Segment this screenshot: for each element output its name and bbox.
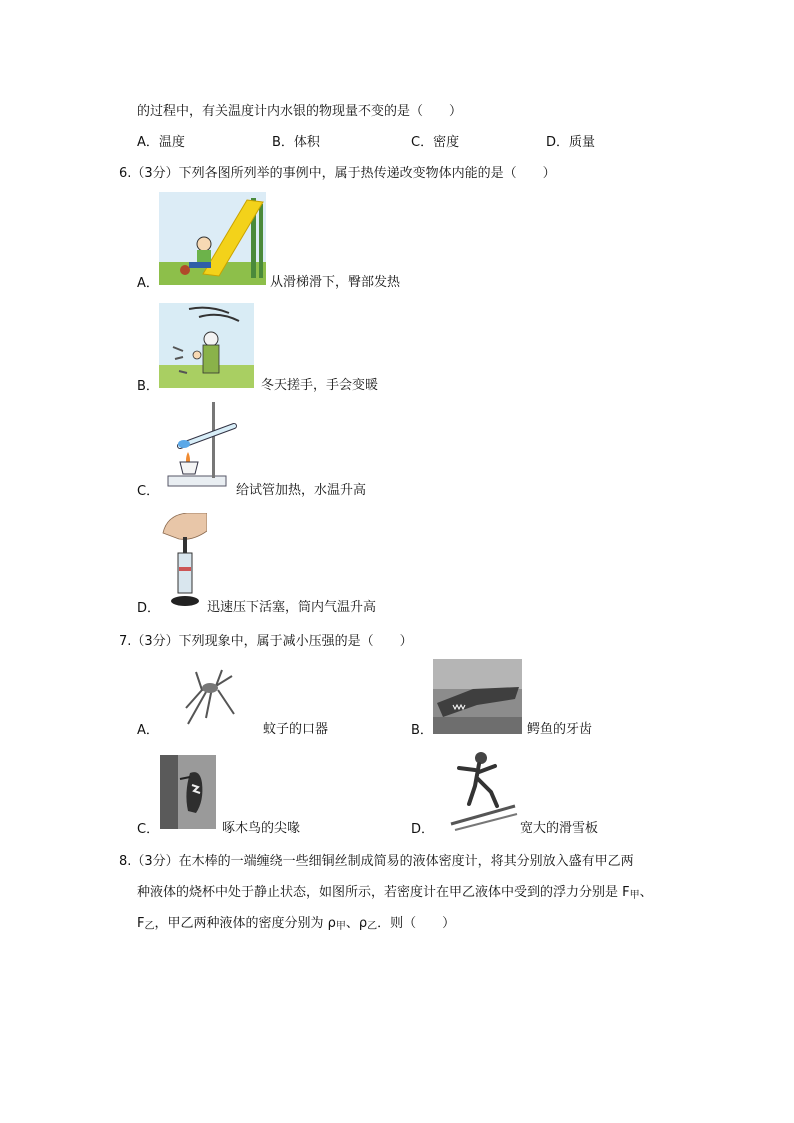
q6-option-b: B． xyxy=(137,379,159,394)
q7-option-c: C． xyxy=(137,822,160,837)
piston-pump-illustration xyxy=(157,513,207,611)
q7-option-b: B． xyxy=(411,723,433,738)
q6-option-b-text: 冬天搓手，手会变暖 xyxy=(261,378,379,393)
q8-line-2: 种液体的烧杯中处于静止状态，如图所示，若密度计在甲乙液体中受到的浮力分别是 $F_甲$、 xyxy=(137,885,653,901)
q7-option-d: D． xyxy=(411,822,435,837)
q7-option-a-text: 蚊子的口器 xyxy=(263,722,329,737)
q7-stem: 7.（3分）下列现象中，属于减小压强的是（ ） xyxy=(119,634,413,649)
skier-photo xyxy=(445,748,519,834)
q5-stem-tail: 的过程中，有关温度计内水银的物现量不变的是（ ） xyxy=(137,104,463,119)
q8-line-1: 8.（3分）在木棒的一端缠绕一些细铜丝制成简易的液体密度计，将其分别放入盛有甲乙两 xyxy=(119,854,634,869)
subscript-jia: 甲 xyxy=(629,890,640,901)
slide-illustration xyxy=(159,192,266,285)
woodpecker-photo xyxy=(160,755,216,829)
mosquito-photo xyxy=(176,668,248,726)
q6-option-a: A． xyxy=(137,276,159,291)
q8-line-3: $F_乙$，甲乙两种液体的密度分别为 $\rho_甲$、$\rho_乙$．则（ ） xyxy=(137,916,456,932)
q7-option-d-text: 宽大的滑雪板 xyxy=(520,821,599,836)
q7-option-a: A． xyxy=(137,723,159,738)
q5-option-d: D．质量 xyxy=(546,135,596,150)
q6-option-d-text: 迅速压下活塞，筒内气温升高 xyxy=(207,600,377,615)
q6-option-c-text: 给试管加热，水温升高 xyxy=(236,483,367,498)
q5-option-c: C．密度 xyxy=(411,135,460,150)
q7-option-c-text: 啄木鸟的尖喙 xyxy=(222,821,301,836)
q6-option-d: D． xyxy=(137,601,161,616)
crocodile-photo xyxy=(433,659,522,734)
q5-option-b: B．体积 xyxy=(272,135,320,150)
test-tube-heating-illustration xyxy=(166,400,238,494)
q6-option-a-text: 从滑梯滑下，臀部发热 xyxy=(270,275,401,290)
q5-option-a: A．温度 xyxy=(137,135,185,150)
rubbing-hands-illustration xyxy=(159,303,254,388)
q6-option-c: C． xyxy=(137,484,160,499)
q7-option-b-text: 鳄鱼的牙齿 xyxy=(527,722,593,737)
q6-stem: 6.（3分）下列各图所列举的事例中，属于热传递改变物体内能的是（ ） xyxy=(119,166,556,181)
